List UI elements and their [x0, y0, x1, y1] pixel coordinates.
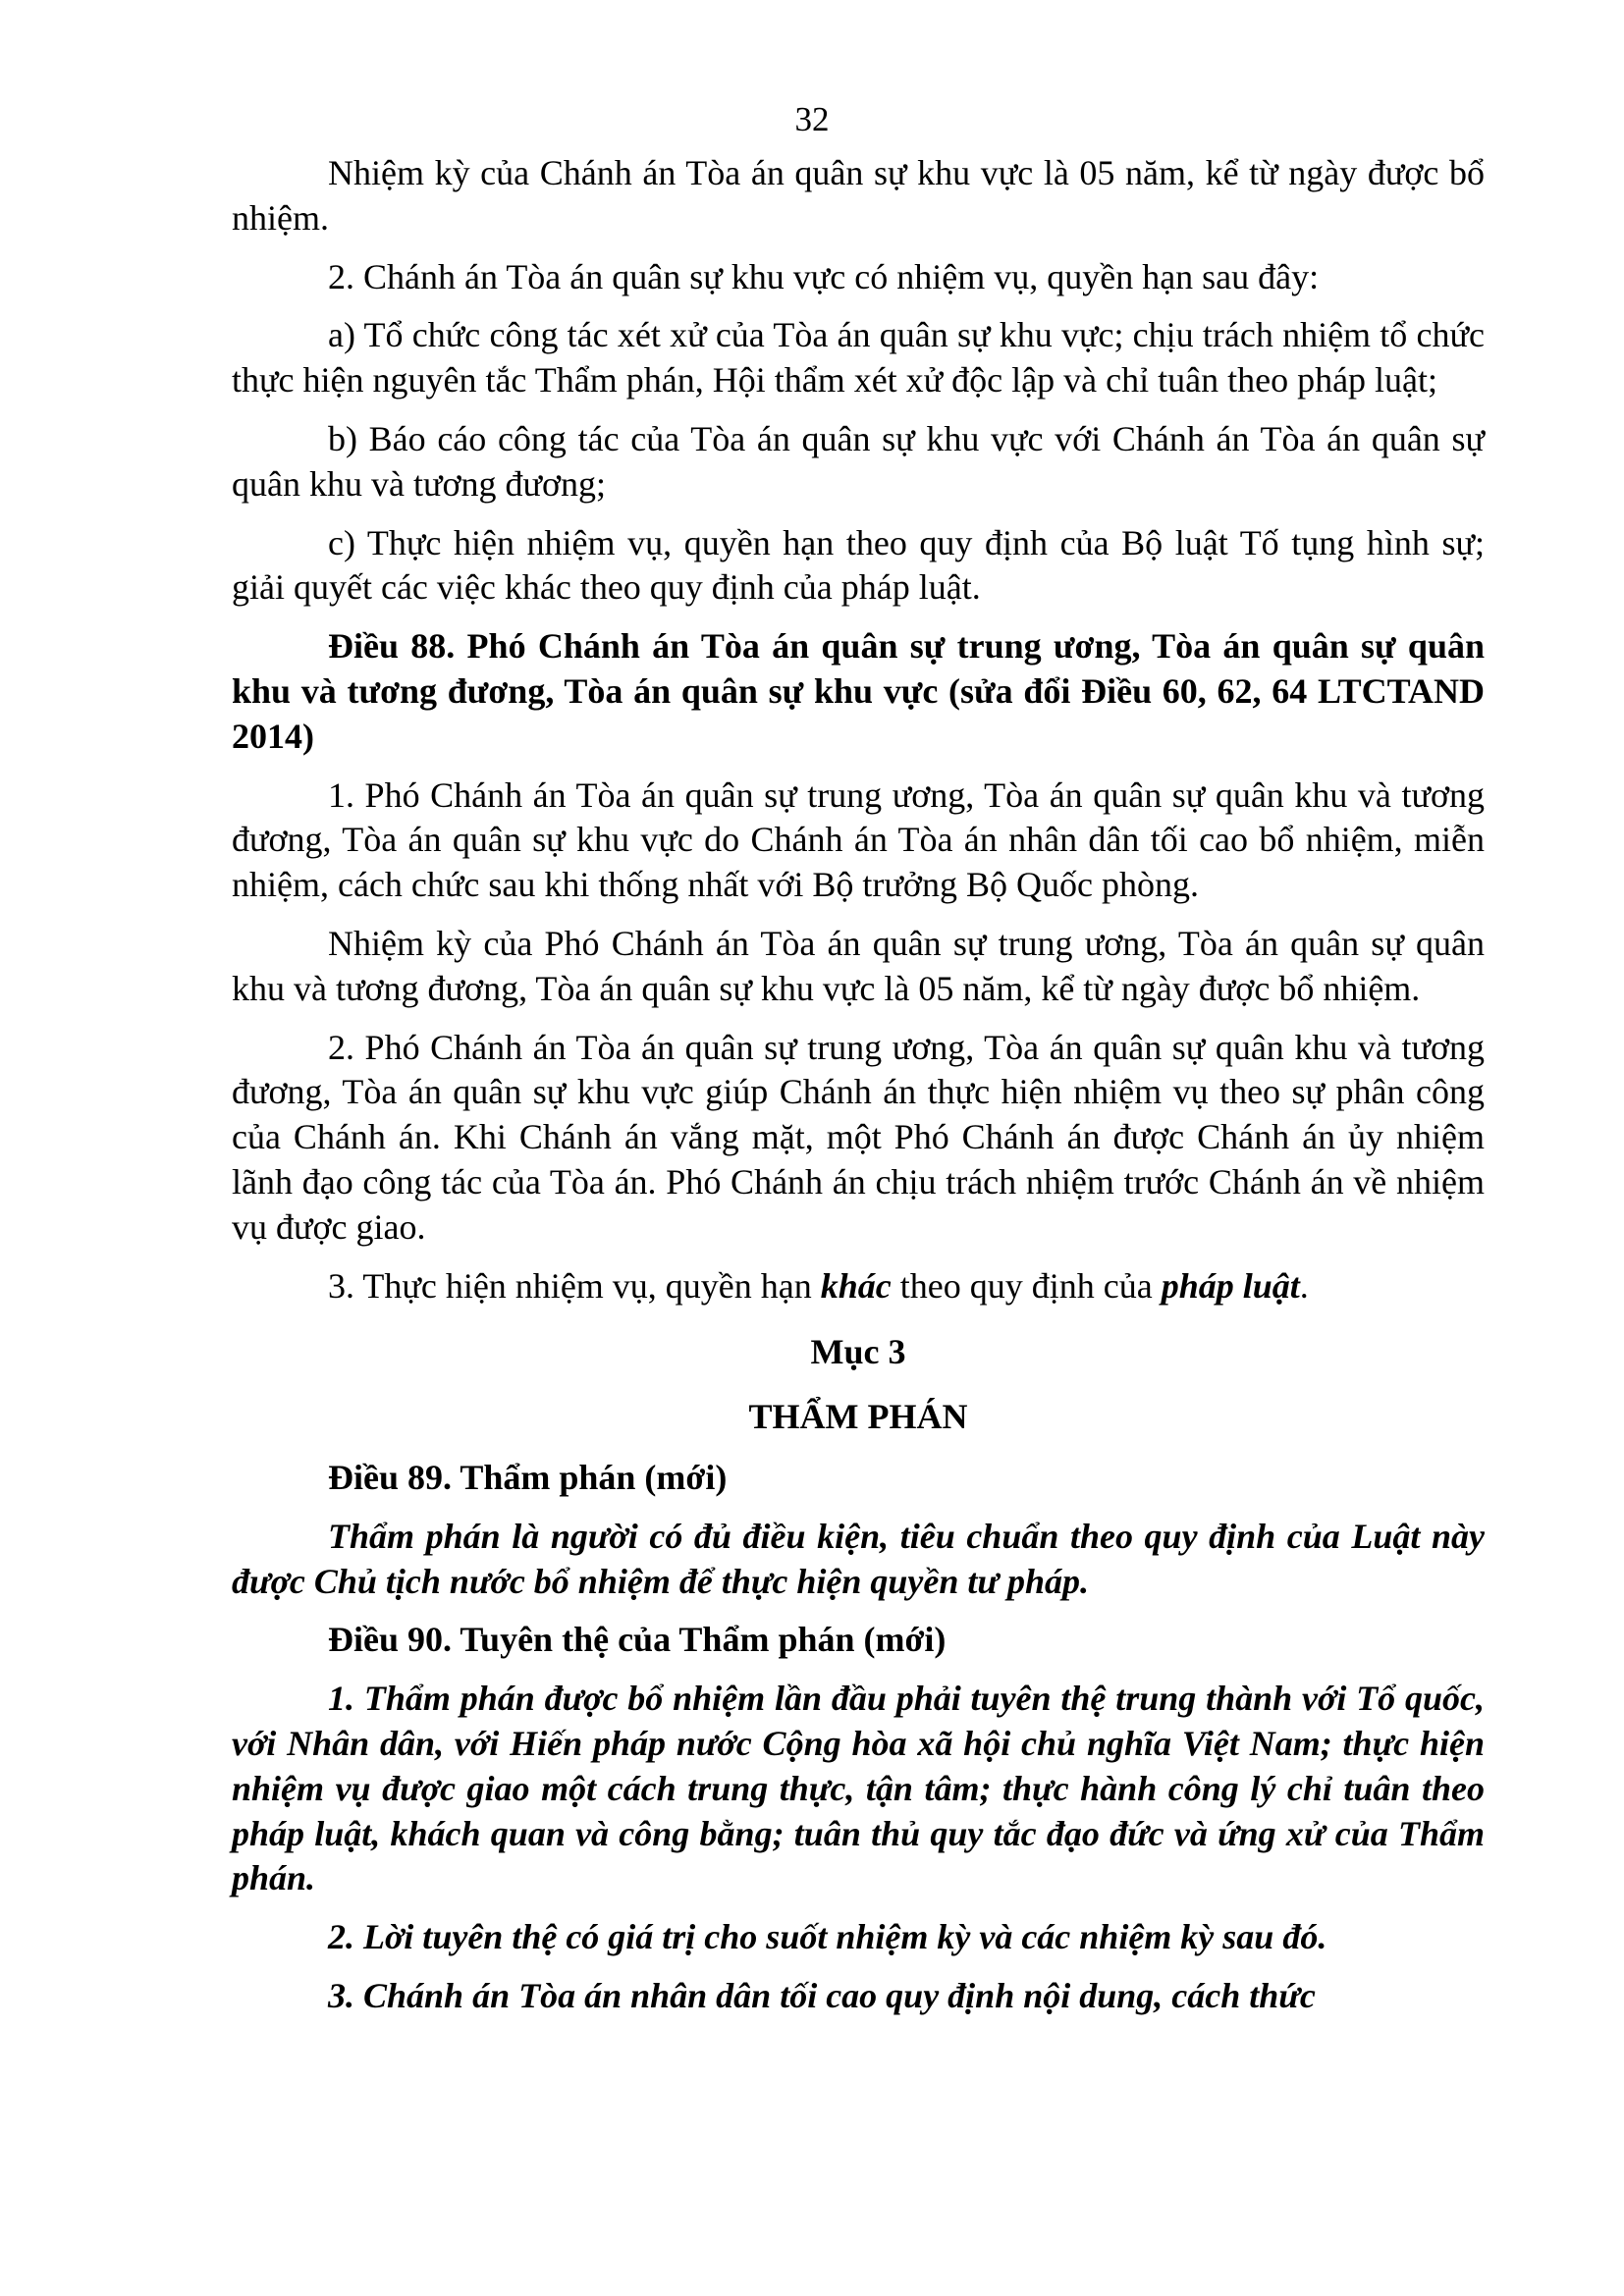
- article-89-body: Thẩm phán là người có đủ điều kiện, tiêu chuẩn theo quy định của Luật này được Chủ tịch nước bổ nhiệm để thực hiện quyền tư pháp.: [232, 1516, 1485, 1601]
- article-88-heading: Điều 88. Phó Chánh án Tòa án quân sự trung ương, Tòa án quân sự quân khu và tương đương, Tòa án quân sự khu vực (sửa đổi Điều 60, 62, 64 LTCTAND 2014): [232, 626, 1485, 756]
- article-88-clause-3: [232, 1264, 1485, 1309]
- section-title: THẨM PHÁN: [748, 1397, 968, 1437]
- paragraph-duty-a: a) Tổ chức công tác xét xử của Tòa án quân sự khu vực; chịu trách nhiệm tổ chức thực hiện nguyên tắc Thẩm phán, Hội thẩm xét xử độc lập và chỉ tuân theo pháp luật;: [232, 315, 1485, 400]
- clause-3-text-after: .: [1299, 1265, 1309, 1306]
- article-88-clause-1: 1. Phó Chánh án Tòa án quân sự trung ương, Tòa án quân sự quân khu và tương đương, Tòa án quân sự khu vực do Chánh án Tòa án nhân dân tối cao bổ nhiệm, miễn nhiệm, cách chức sau khi thống nhất với Bộ trưởng Bộ Quốc phòng.: [232, 774, 1485, 905]
- paragraph-duty-b: b) Báo cáo công tác của Tòa án quân sự khu vực với Chánh án Tòa án quân sự quân khu và tương đương;: [232, 418, 1485, 504]
- clause-3-keyword-khac: khác: [820, 1265, 892, 1306]
- section-label: Mục 3: [810, 1332, 906, 1372]
- article-90-clause-1: 1. Thẩm phán được bổ nhiệm lần đầu phải tuyên thệ trung thành với Tổ quốc, với Nhân dân, với Hiến pháp nước Cộng hòa xã hội chủ nghĩa Việt Nam; thực hiện nhiệm vụ được giao một cách trung thực, tận tâm; thực hành công lý chỉ tuân theo pháp luật, khách quan và công bằng; tuân thủ quy tắc đạo đức và ứng xử của Thẩm phán.: [232, 1679, 1485, 1898]
- clause-3-keyword-phap-luat: pháp luật: [1161, 1265, 1300, 1306]
- document-body: [232, 151, 1485, 2033]
- article-88-term: Nhiệm kỳ của Phó Chánh án Tòa án quân sự trung ương, Tòa án quân sự quân khu và tương đương, Tòa án quân sự khu vực là 05 năm, kể từ ngày được bổ nhiệm.: [232, 923, 1485, 1008]
- article-90-clause-3: 3. Chánh án Tòa án nhân dân tối cao quy định nội dung, cách thức: [328, 1975, 1316, 2015]
- article-88-clause-2: 2. Phó Chánh án Tòa án quân sự trung ương, Tòa án quân sự quân khu và tương đương, Tòa án quân sự khu vực giúp Chánh án thực hiện nhiệm vụ theo sự phân công của Chánh án. Khi Chánh án vắng mặt, một Phó Chánh án được Chánh án ủy nhiệm lãnh đạo công tác của Tòa án. Phó Chánh án chịu trách nhiệm trước Chánh án về nhiệm vụ được giao.: [232, 1027, 1485, 1247]
- article-89-heading: Điều 89. Thẩm phán (mới): [328, 1457, 728, 1497]
- page-number: 32: [794, 100, 830, 138]
- article-90-clause-2: 2. Lời tuyên thệ có giá trị cho suốt nhiệm kỳ và các nhiệm kỳ sau đó.: [328, 1917, 1327, 1957]
- paragraph-duty-c: c) Thực hiện nhiệm vụ, quyền hạn theo quy định của Bộ luật Tố tụng hình sự; giải quyết các việc khác theo quy định của pháp luật.: [232, 522, 1485, 608]
- paragraph-duties-intro: 2. Chánh án Tòa án quân sự khu vực có nhiệm vụ, quyền hạn sau đây:: [328, 256, 1320, 296]
- clause-3-text-middle: theo quy định của: [891, 1265, 1162, 1306]
- paragraph-term-chief-judge: Nhiệm kỳ của Chánh án Tòa án quân sự khu vực là 05 năm, kể từ ngày được bổ nhiệm.: [232, 153, 1485, 238]
- article-90-heading: Điều 90. Tuyên thệ của Thẩm phán (mới): [328, 1620, 947, 1660]
- clause-3-text-before: 3. Thực hiện nhiệm vụ, quyền hạn: [328, 1265, 821, 1306]
